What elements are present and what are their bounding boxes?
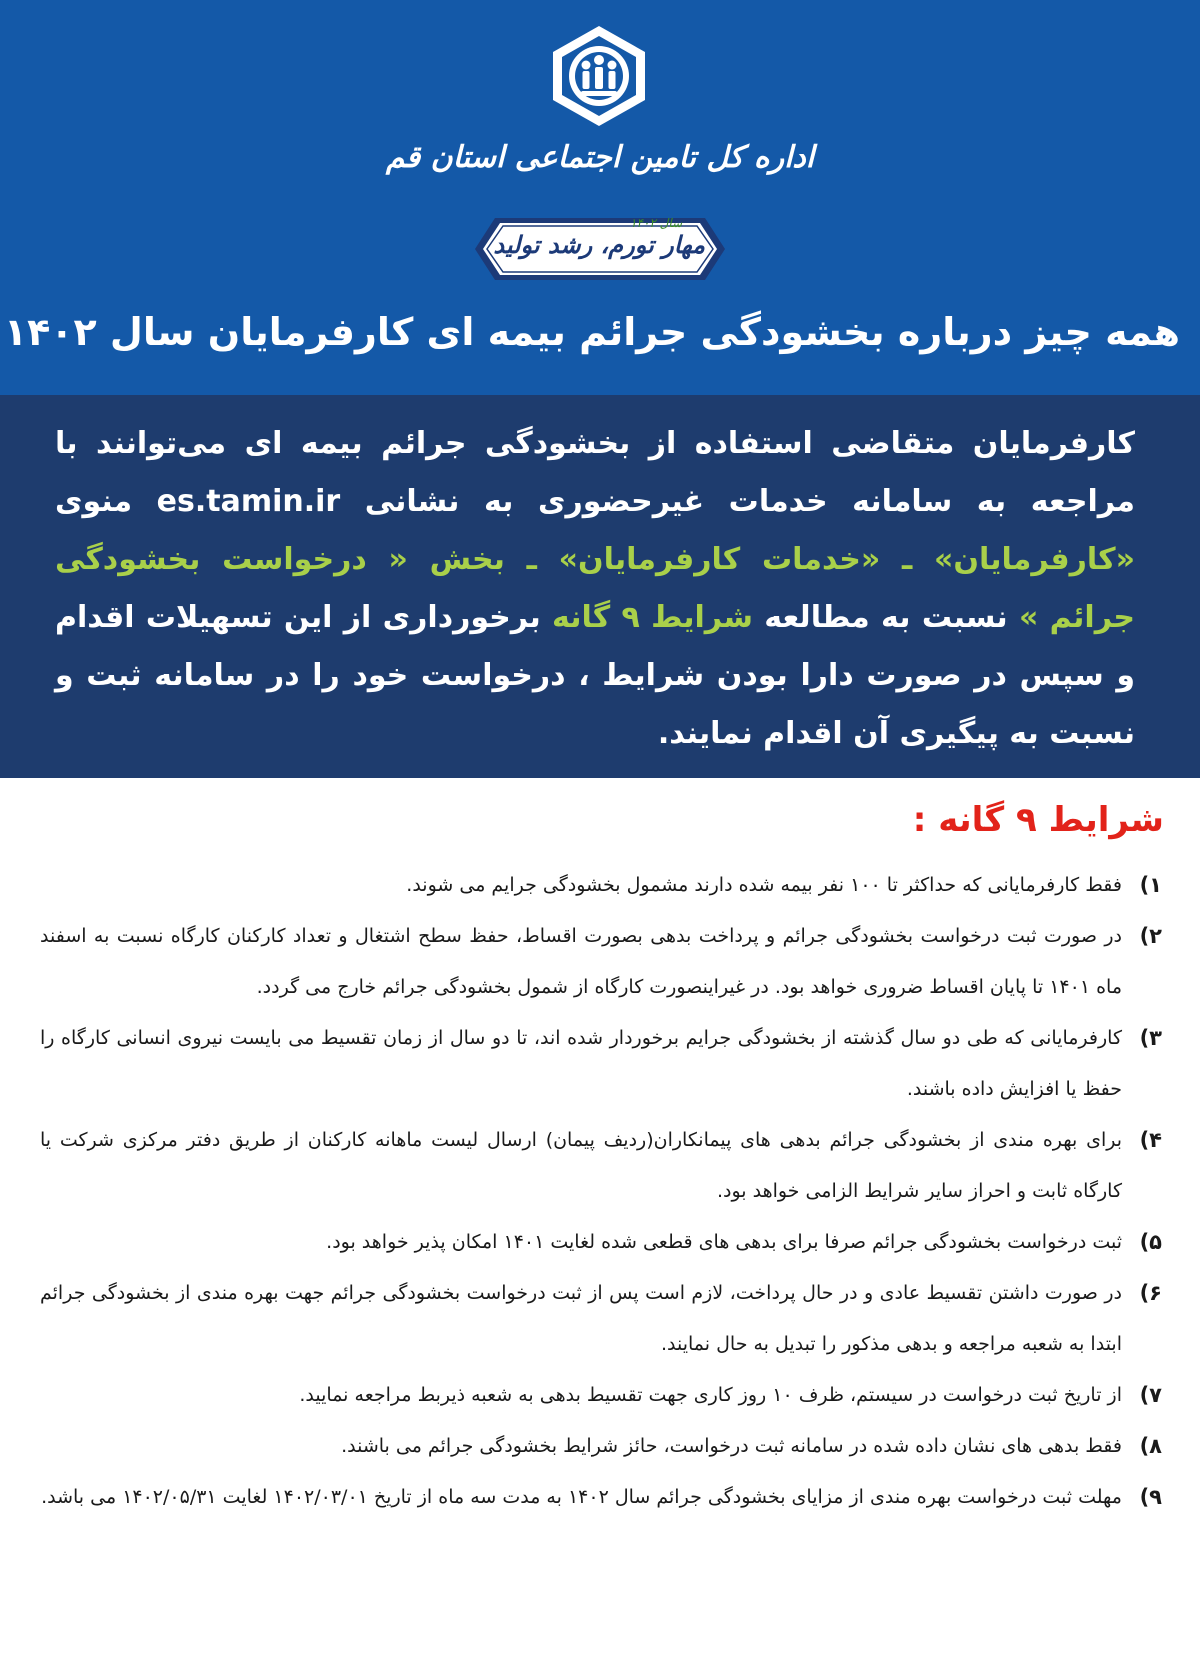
social-security-logo-icon <box>545 22 653 130</box>
list-item <box>40 1013 1162 1115</box>
item-text: مهلت ثبت درخواست بهره مندی از مزایای بخشودگی جرائم سال ۱۴۰۲ به مدت سه ماه از تاریخ ۱۴۰۲/۰۳/۰۱ لغایت ۱۴۰۲/۰۵/۳۱ می باشد. <box>41 1486 1122 1508</box>
list-item <box>40 911 1162 1013</box>
item-number: ۱) <box>1139 873 1162 897</box>
year-slogan-badge <box>455 210 745 288</box>
item-text: کارفرمایانی که طی دو سال گذشته از بخشودگی جرایم برخوردار شده اند، تا دو سال از زمان تقسیط می بایست نیروی انسانی کارگاه را حفظ یا افزایش داده باشند. <box>40 1027 1122 1100</box>
item-text: از تاریخ ثبت درخواست در سیستم، ظرف ۱۰ روز کاری جهت تقسیط بدهی به شعبه ذیربط مراجعه نمایید. <box>299 1384 1122 1406</box>
slogan-text: مهار تورم، رشد تولید <box>493 230 705 259</box>
list-item <box>40 1421 1162 1472</box>
intro-section <box>0 395 1200 778</box>
list-item <box>40 1115 1162 1217</box>
item-text: برای بهره مندی از بخشودگی جرائم بدهی های پیمانکاران(ردیف پیمان) ارسال لیست ماهانه کارکنان از طریق دفتر مرکزی شرکت یا کارگاه ثابت و احراز سایر شرایط الزامی خواهد بود. <box>40 1129 1122 1202</box>
item-text: در صورت ثبت درخواست بخشودگی جرائم و پرداخت بدهی بصورت اقساط، حفظ سطح اشتغال و تعداد کارکنان کارگاه نسبت به اسفند ماه ۱۴۰۱ تا پایان اقساط ضروری خواهد بود. در غیراینصورت کارگاه از شمول بخشودگی جرائم خارج می گردد. <box>40 925 1122 998</box>
item-number: ۳) <box>1139 1026 1162 1050</box>
item-text: در صورت داشتن تقسیط عادی و در حال پرداخت، لازم است پس از ثبت درخواست بخشودگی جرائم جهت بهره مندی از بخشودگی جرائم ابتدا به شعبه مراجعه و بدهی مذکور را تبدیل به حال نمایند. <box>40 1282 1122 1355</box>
list-item <box>40 1268 1162 1370</box>
conditions-link-text: شرایط ۹ گانه <box>552 600 753 635</box>
item-text: فقط کارفرمایانی که حداکثر تا ۱۰۰ نفر بیمه شده دارند مشمول بخشودگی جرایم می شوند. <box>406 874 1122 896</box>
intro-text-part-4: برخورداری از این تسهیلات اقدام و سپس در صورت دارا بودن شرایط ، درخواست خود را در سامانه ثبت و نسبت به پیگیری آن اقدام نمایند. <box>55 600 1135 751</box>
list-item <box>40 1370 1162 1421</box>
intro-text-part-3: نسبت به مطالعه <box>752 600 1019 635</box>
item-number: ۲) <box>1139 924 1162 948</box>
intro-text-part-1: کارفرمایان متقاضی استفاده از بخشودگی جرائم بیمه ای می‌توانند با مراجعه به سامانه خدمات غیرحضوری به نشانی <box>55 426 1135 519</box>
slogan-year: سال ۱۴۰۲ <box>630 216 683 230</box>
organization-name: اداره کل تامین اجتماعی استان قم <box>385 140 815 175</box>
list-item <box>40 860 1162 911</box>
website-address: es.tamin.ir <box>156 484 341 519</box>
item-text: فقط بدهی های نشان داده شده در سامانه ثبت درخواست، حائز شرایط بخشودگی جرائم می باشند. <box>341 1435 1122 1457</box>
conditions-heading: شرایط ۹ گانه : <box>912 800 1164 840</box>
header-banner <box>0 0 1200 395</box>
page-title: همه چیز درباره بخشودگی جرائم بیمه ای کارفرمایان سال ۱۴۰۲ <box>3 310 1180 354</box>
list-item <box>40 1217 1162 1268</box>
item-number: ۶) <box>1139 1281 1162 1305</box>
item-number: ۴) <box>1139 1128 1162 1152</box>
menu-path: «کارفرمایان» ـ «خدمات کارفرمایان» ـ بخش « درخواست بخشودگی جرائم » <box>55 542 1136 635</box>
item-text: ثبت درخواست بخشودگی جرائم صرفا برای بدهی های قطعی شده لغایت ۱۴۰۱ امکان پذیر خواهد بود. <box>326 1231 1122 1253</box>
item-number: ۷) <box>1139 1383 1162 1407</box>
intro-text-part-2: منوی <box>55 484 157 519</box>
list-item <box>40 1472 1162 1523</box>
intro-paragraph <box>55 415 1135 763</box>
conditions-list <box>40 860 1162 1523</box>
item-number: ۵) <box>1139 1230 1162 1254</box>
item-number: ۸) <box>1139 1434 1162 1458</box>
item-number: ۹) <box>1139 1485 1162 1509</box>
